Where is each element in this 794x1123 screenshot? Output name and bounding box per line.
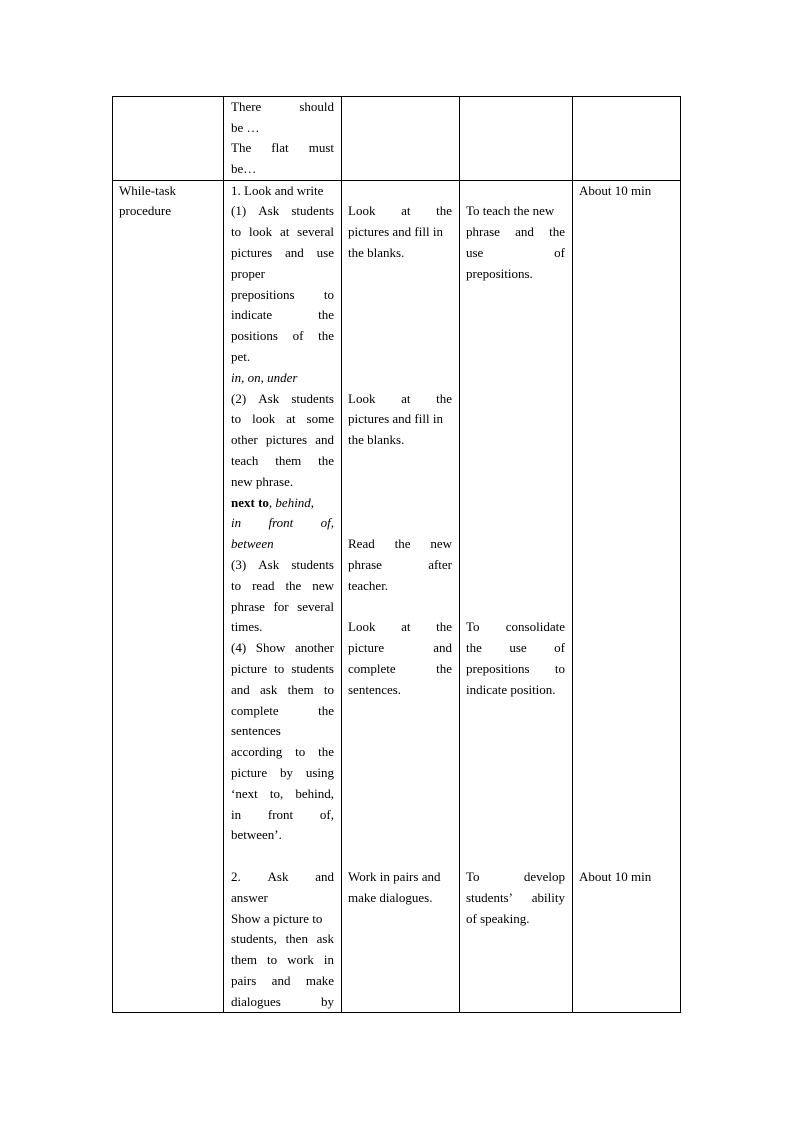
- word: dialogues: [231, 993, 281, 1009]
- word: the: [318, 452, 334, 468]
- stage-label-line: procedure: [119, 203, 171, 219]
- column-divider: [341, 96, 342, 1013]
- word: indicate position.: [466, 681, 556, 697]
- word: 2.: [231, 868, 241, 884]
- cell-text-line: [231, 888, 268, 909]
- word: should: [299, 98, 334, 114]
- word: To: [466, 868, 480, 884]
- word: new phrase.: [231, 473, 294, 489]
- word: new: [430, 536, 452, 552]
- word: Look: [348, 203, 376, 219]
- column-divider: [680, 96, 681, 1013]
- word: teach: [231, 452, 259, 468]
- word: use: [466, 244, 484, 260]
- cell-text-line: [231, 763, 334, 784]
- word: students: [291, 390, 334, 406]
- cell-text-line: [348, 409, 443, 430]
- cell-text-line: [348, 201, 452, 222]
- word: at: [401, 203, 411, 219]
- cell-text-line: [348, 617, 452, 638]
- cell-text-line: [231, 368, 297, 389]
- word: and: [515, 224, 534, 240]
- word: phrase: [466, 224, 500, 240]
- word: of: [554, 640, 565, 656]
- word: picture: [231, 764, 268, 780]
- column-divider: [572, 96, 573, 1013]
- word: them: [287, 681, 314, 697]
- word: sentences: [231, 723, 281, 739]
- cell-text-line: [231, 992, 334, 1013]
- word: use: [316, 244, 334, 260]
- cell-text-line: [231, 513, 334, 534]
- word: Show: [255, 640, 286, 656]
- word: 1. Look and write: [231, 182, 324, 198]
- word: and: [433, 640, 452, 656]
- cell-text-line: [348, 555, 452, 576]
- cell-text-line: [231, 950, 334, 971]
- time-allocation: About 10 min: [579, 182, 652, 198]
- word: pictures: [265, 432, 308, 448]
- word: the blanks.: [348, 432, 405, 448]
- word: the: [436, 660, 452, 676]
- word: and: [231, 681, 250, 697]
- word: work: [287, 952, 314, 968]
- word: Read: [348, 536, 375, 552]
- cell-text-line: [231, 825, 282, 846]
- cell-text-line: [348, 659, 452, 680]
- word: teacher.: [348, 577, 389, 593]
- word: of,: [319, 806, 334, 822]
- time-allocation: About 10 min: [579, 868, 652, 884]
- word: the blanks.: [348, 244, 405, 260]
- word: by: [279, 764, 293, 780]
- word: Ask: [258, 203, 280, 219]
- word: behind,: [275, 494, 315, 510]
- table-bottom-border: [112, 1012, 681, 1013]
- word: in, on, under: [231, 369, 298, 385]
- word: prepositions: [466, 660, 530, 676]
- word: the: [285, 577, 302, 593]
- cell-text-line: [231, 347, 250, 368]
- word: front: [268, 515, 294, 531]
- word: students’: [466, 889, 513, 905]
- word: at: [279, 224, 290, 240]
- cell-text-line: [231, 264, 265, 285]
- word: ask: [260, 681, 278, 697]
- word: the: [394, 536, 411, 552]
- word: the: [318, 307, 334, 323]
- word: according: [231, 744, 283, 760]
- word: and: [315, 868, 334, 884]
- cell-text-line: [466, 888, 565, 909]
- word: at: [286, 411, 296, 427]
- word: answer: [231, 889, 268, 905]
- word: to: [274, 660, 285, 676]
- word: The: [231, 140, 252, 156]
- word: front: [267, 806, 294, 822]
- cell-text-line: [466, 222, 565, 243]
- cell-text-line: [466, 264, 533, 285]
- cell-text-line: [231, 159, 256, 180]
- cell-text-line: [231, 805, 334, 826]
- word: sentences.: [348, 681, 402, 697]
- word: pictures and fill in: [348, 411, 443, 427]
- word: to: [231, 224, 242, 240]
- word: to: [295, 744, 306, 760]
- word: some: [306, 411, 334, 427]
- word: at: [401, 390, 411, 406]
- word: make: [305, 972, 334, 988]
- cell-text-line: [348, 576, 388, 597]
- word: new: [312, 577, 334, 593]
- word: in: [323, 952, 334, 968]
- cell-text-line: [231, 617, 262, 638]
- word: the: [318, 744, 334, 760]
- word: several: [297, 224, 334, 240]
- cell-text-line: [231, 138, 334, 159]
- cell-text-line: [466, 243, 565, 264]
- word: read: [252, 577, 275, 593]
- word: To: [466, 619, 480, 635]
- word: be…: [231, 161, 257, 177]
- word: behind,: [295, 785, 334, 801]
- word: be …: [231, 119, 260, 135]
- word: ability: [531, 889, 565, 905]
- word: students: [291, 556, 334, 572]
- cell-text-line: [466, 867, 565, 888]
- word: phrase: [348, 556, 382, 572]
- word: to,: [269, 785, 284, 801]
- cell-text-line: [231, 867, 334, 888]
- word: the: [318, 328, 334, 344]
- word: and: [271, 972, 291, 988]
- cell-text-line: [231, 576, 334, 597]
- word: other: [231, 432, 258, 448]
- word: complete: [348, 660, 396, 676]
- word: Look: [348, 619, 376, 635]
- word: picture: [231, 660, 268, 676]
- word: of speaking.: [466, 910, 530, 926]
- cell-text-line: [231, 389, 334, 410]
- cell-text-line: [231, 181, 323, 202]
- word: using: [305, 764, 334, 780]
- word: by: [321, 993, 334, 1009]
- word: to: [323, 681, 334, 697]
- word: consolidate: [505, 619, 565, 635]
- stage-label-line: While-task: [119, 182, 177, 198]
- word: pairs: [231, 972, 257, 988]
- cell-text-line: [231, 929, 334, 950]
- cell-text-line: [231, 97, 334, 118]
- cell-text-line: [348, 534, 452, 555]
- word: them: [231, 952, 257, 968]
- word: prepositions.: [466, 265, 533, 281]
- cell-text-line: [348, 243, 404, 264]
- word: of: [554, 244, 565, 260]
- word: develop: [523, 868, 565, 884]
- word: Show a picture to: [231, 910, 323, 926]
- cell-text-line: [231, 326, 334, 347]
- cell-text-line: [466, 909, 530, 930]
- word: ,: [268, 494, 276, 510]
- word: to: [267, 952, 278, 968]
- cell-text-line: [348, 888, 432, 909]
- cell-text-line: [348, 638, 452, 659]
- word: ‘next: [231, 785, 258, 801]
- word: To teach the new: [466, 203, 555, 219]
- cell-text-line: [231, 742, 334, 763]
- word: for: [273, 598, 289, 614]
- word: look: [248, 224, 273, 240]
- cell-text-line: [466, 617, 565, 638]
- word: positions: [231, 328, 278, 344]
- word: indicate: [231, 307, 273, 323]
- word: the: [436, 390, 452, 406]
- cell-text-line: [348, 867, 440, 888]
- word: pictures: [231, 244, 273, 260]
- cell-text-line: [466, 201, 554, 222]
- cell-text-line: [231, 597, 334, 618]
- cell-text-line: [231, 409, 334, 430]
- cell-text-line: [231, 118, 260, 139]
- word: complete: [231, 702, 279, 718]
- word: the: [318, 702, 334, 718]
- word: use: [509, 640, 527, 656]
- cell-text-line: [231, 493, 314, 514]
- word: students,: [231, 931, 277, 947]
- word: phrase: [231, 598, 265, 614]
- cell-text-line: [348, 680, 401, 701]
- word: make dialogues.: [348, 889, 433, 905]
- cell-text-line: [231, 659, 334, 680]
- cell-text-line: [466, 638, 565, 659]
- word: the: [436, 619, 452, 635]
- cell-text-line: [231, 784, 334, 805]
- cell-text-line: [231, 305, 334, 326]
- word: (2): [231, 390, 247, 406]
- word: in: [231, 515, 242, 531]
- word: times.: [231, 619, 263, 635]
- word: ask: [316, 931, 334, 947]
- cell-text-line: [231, 285, 334, 306]
- word: pictures and fill in: [348, 224, 443, 240]
- word: and: [315, 432, 334, 448]
- cell-text-line: [231, 971, 334, 992]
- word: Ask: [258, 390, 280, 406]
- cell-text-line: [231, 222, 334, 243]
- word: of,: [320, 515, 334, 531]
- word: to: [231, 577, 242, 593]
- word: at: [401, 619, 411, 635]
- cell-text-line: [231, 534, 274, 555]
- cell-text-line: [231, 472, 293, 493]
- cell-text-line: [231, 555, 334, 576]
- word: after: [428, 556, 452, 572]
- word: Ask: [258, 556, 280, 572]
- word: them: [275, 452, 302, 468]
- cell-text-line: [466, 659, 565, 680]
- word: another: [295, 640, 334, 656]
- column-divider: [112, 96, 113, 1013]
- word: the: [549, 224, 565, 240]
- word: the: [436, 203, 452, 219]
- word: (4): [231, 640, 247, 656]
- word: (3): [231, 556, 247, 572]
- cell-text-line: [231, 680, 334, 701]
- word: students: [291, 203, 334, 219]
- word: the: [466, 640, 482, 656]
- word: Work in pairs and: [348, 868, 441, 884]
- word: flat: [271, 140, 289, 156]
- word: pet.: [231, 348, 251, 364]
- cell-text-line: [231, 909, 322, 930]
- cell-text-line: [466, 680, 556, 701]
- word: proper: [231, 265, 265, 281]
- cell-text-line: [348, 430, 404, 451]
- word: students: [291, 660, 334, 676]
- word: several: [297, 598, 334, 614]
- cell-text-line: [231, 201, 334, 222]
- word: look: [252, 411, 276, 427]
- word: Ask: [267, 868, 289, 884]
- cell-text-line: [231, 638, 334, 659]
- word: There: [231, 98, 262, 114]
- column-divider: [223, 96, 224, 1013]
- word: next to: [231, 494, 269, 510]
- cell-text-line: [348, 222, 443, 243]
- word: picture: [348, 640, 385, 656]
- word: (1): [231, 203, 247, 219]
- cell-text-line: [348, 389, 452, 410]
- cell-text-line: [231, 430, 334, 451]
- table-top-border: [112, 96, 681, 97]
- column-divider: [459, 96, 460, 1013]
- word: Look: [348, 390, 376, 406]
- word: to: [554, 660, 565, 676]
- word: and: [285, 244, 304, 260]
- word: to: [323, 286, 334, 302]
- word: in: [231, 806, 242, 822]
- word: of: [292, 328, 304, 344]
- cell-text-line: [231, 721, 281, 742]
- cell-text-line: [231, 451, 334, 472]
- word: must: [308, 140, 334, 156]
- word: to: [231, 411, 242, 427]
- cell-text-line: [231, 701, 334, 722]
- cell-text-line: [231, 243, 334, 264]
- word: between: [231, 536, 274, 552]
- word: prepositions: [231, 286, 295, 302]
- word: between’.: [231, 827, 282, 843]
- word: then: [285, 931, 308, 947]
